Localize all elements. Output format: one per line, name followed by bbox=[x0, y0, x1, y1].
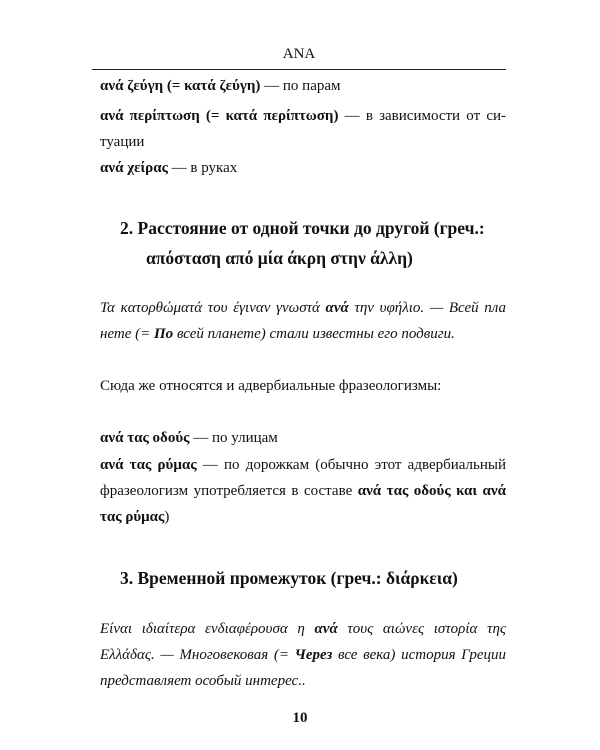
entry-ana-periptosi bbox=[100, 106, 506, 126]
highlight-word: ανά bbox=[314, 621, 338, 637]
running-header bbox=[92, 43, 506, 70]
section-2-heading-cont: απόσταση από μία άκρη στην άλλη) bbox=[146, 248, 413, 268]
translation: — по парам bbox=[260, 78, 341, 94]
section-2-example-line-1 bbox=[100, 298, 506, 318]
section-2-intro: Сюда же относятся и адвербиальные фразеологизмы: bbox=[100, 378, 442, 394]
section-2-example-line-2 bbox=[100, 324, 506, 344]
translation: туации bbox=[100, 134, 145, 150]
example-text: την υφήλιο. — Всей пла bbox=[348, 300, 506, 316]
highlight-word: ανά bbox=[325, 300, 349, 316]
greek-phrase: ανά τας οδούς και ανά bbox=[357, 483, 507, 499]
entry-ana-periptosi-cont bbox=[100, 132, 506, 152]
section-3-example-line-3 bbox=[100, 671, 506, 691]
example-text: τους αιώνες ιστορία της bbox=[337, 621, 506, 637]
translation: — по улицам bbox=[189, 430, 278, 446]
example-text: всей планете) стали известны его подвиги. bbox=[173, 326, 455, 342]
highlight-word: По bbox=[154, 326, 174, 342]
section-2-heading: 2. Расстояние от одной точки до другой (греч.: bbox=[120, 218, 485, 238]
example-text: Είναι ιδιαίτερα ενδιαφέρουσα η bbox=[100, 621, 315, 637]
highlight-word: Через bbox=[294, 647, 333, 663]
example-text: Ελλάδας. — Многовековая (= bbox=[100, 647, 295, 663]
translation: — в зависимости от си- bbox=[338, 108, 506, 124]
entry-ana-tas-rymas-line-3 bbox=[100, 507, 506, 527]
translation: — в руках bbox=[167, 160, 238, 176]
entry-ana-tas-rymas-line-2 bbox=[100, 481, 506, 501]
translation: фразеологизм употребляется в составе bbox=[100, 483, 358, 499]
greek-phrase: τας ρύμας bbox=[100, 509, 165, 525]
entry-ana-tas-odous bbox=[100, 428, 506, 448]
example-text: Τα κατορθώματά του έγιναν γνωστά bbox=[100, 300, 326, 316]
greek-phrase: ανά χείρας bbox=[100, 160, 168, 176]
section-3-example-line-1 bbox=[100, 619, 506, 639]
example-text: все века) история Греции bbox=[332, 647, 506, 663]
page-number: 10 bbox=[292, 710, 308, 726]
entry-ana-tas-rymas-line-1 bbox=[100, 455, 506, 475]
header-title: ΑΝΑ bbox=[282, 46, 316, 62]
greek-phrase: ανά ζεύγη (= κατά ζεύγη) bbox=[100, 78, 261, 94]
section-3-example-line-2 bbox=[100, 645, 506, 665]
section-3-heading: 3. Временной промежуток (греч.: διάρκεια) bbox=[120, 568, 458, 588]
entry-ana-cheiras bbox=[100, 158, 506, 178]
greek-phrase: ανά τας οδούς bbox=[100, 430, 190, 446]
example-text: представляет особый интерес.. bbox=[100, 673, 306, 689]
entry-ana-zeygi bbox=[100, 76, 506, 96]
greek-phrase: ανά περίπτωση (= κατά περίπτωση) bbox=[100, 108, 339, 124]
translation: — по дорожкам (обычно этот адвербиальный bbox=[196, 457, 507, 473]
translation: ) bbox=[164, 509, 170, 525]
example-text: нете (= bbox=[100, 326, 155, 342]
greek-phrase: ανά τας ρύμας bbox=[100, 457, 197, 473]
